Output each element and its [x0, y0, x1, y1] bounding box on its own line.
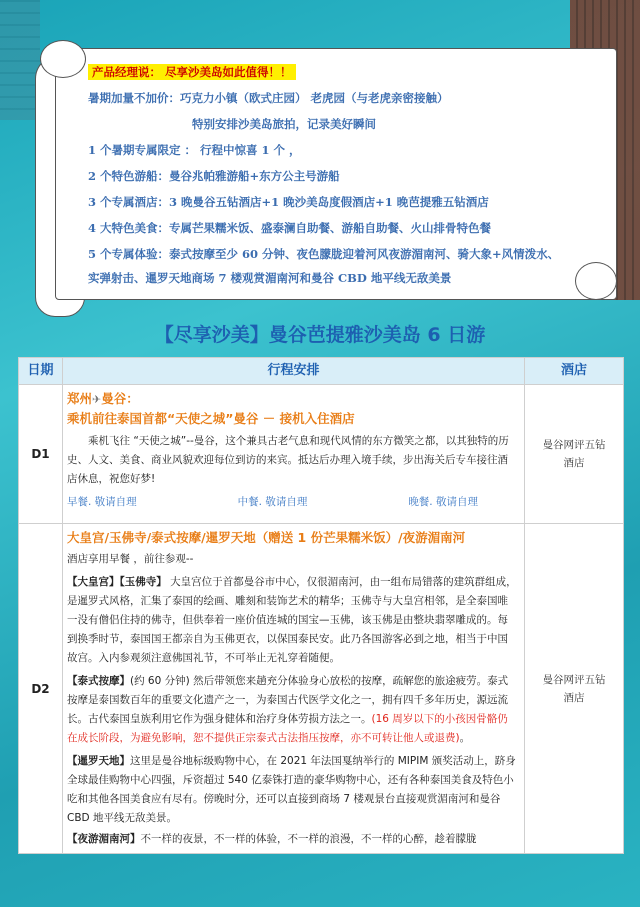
route: 郑州✈曼谷：: [67, 391, 139, 406]
schedule-cell: [63, 524, 525, 854]
header-day: 日期: [19, 358, 63, 385]
header-hotel: 酒店: [525, 358, 624, 385]
plane-icon: ✈: [92, 393, 102, 406]
paragraph-massage: 【泰式按摩】(约 60 分钟) 然后带领您来趟充分体验身心放松的按摩，疏解您的旅途疲劳。泰式按摩是泰国数百年的重要文化遗产之一，为泰国古代医学文化之一，拥有四千多年历史，源远流长。古代泰国皇族利用它作为强身健体和治疗身体劳损方法之一。(16 周岁以下的小孩因骨骼仍在成长阶段，为避免影响，恕不提供正宗泰式古法指压按摩，亦不可转让他人或退费)。: [67, 675, 509, 744]
hotel-cell: 曼谷网评五钻 酒店: [525, 524, 624, 854]
hotel-cell: 曼谷网评五钻 酒店: [525, 385, 624, 524]
highlight-5-cont: 实弹射击、暹罗天地商场 7 楼观赏湄南河和曼谷 CBD 地平线无敌美景: [88, 271, 452, 285]
day-description: 乘机飞往 “天使之城”--曼谷，这个兼具古老气息和现代风情的东方微笑之都，以其独特的历史、人文、美食、商业风貌欢迎每位到访的来宾。抵达后办理入境手续，步出海关后专车接往酒店休息，祝您好梦!: [67, 435, 509, 485]
itinerary-table: [18, 357, 624, 854]
meal-dinner: 晚餐. 敬请自理: [408, 496, 478, 508]
table-header-row: [19, 358, 624, 385]
meals: [67, 493, 518, 512]
day-intro: 酒店享用早餐 ，前往参观--: [67, 553, 194, 565]
highlight-4: 4 大特色美食：专属芒果糯米饭、盛泰澜自助餐、游船自助餐、火山排骨特色餐: [88, 221, 492, 235]
summer-offer: 暑期加量不加价：巧克力小镇（欧式庄园） 老虎园（与老虎亲密接触）: [88, 91, 449, 105]
highlight-1: 1 个暑期专属限定 ： 行程中惊喜 1 个 ，: [88, 143, 301, 157]
day-heading: 乘机前往泰国首都“天使之城”曼谷 － 接机入住酒店: [67, 411, 355, 426]
meal-lunch: 中餐. 敬请自理: [237, 496, 308, 508]
scroll-roll-bottom: [575, 262, 617, 300]
highlight-5: 5 个专属体验：泰式按摩至少 60 分钟、夜色朦胧迎着河风夜游湄南河、骑大象+风情泼水、: [88, 247, 560, 261]
tour-title: 【尽享沙美】曼谷芭提雅沙美岛 6 日游: [154, 324, 486, 346]
highlight-2: 2 个特色游船：曼谷兆帕雅游船+东方公主号游船: [88, 169, 340, 183]
background-pool-edge: [0, 0, 40, 120]
day-heading: 大皇宫/玉佛寺/泰式按摩/暹罗天地（赠送 1 份芒果糯米饭）/夜游湄南河: [67, 530, 466, 545]
paragraph-siam: 【暹罗天地】这里是曼谷地标级购物中心，在 2021 年法国戛纳举行的 MIPIM 颁奖活动上，跻身全球最佳购物中心四强，斥资超过 540 亿泰铢打造的豪华购物中心，还有各种泰国美食及特色小吃和其他各国美食应有尽有。傍晚时分，还可以直接到商场 7 楼观景台直接观赏湄南河和曼谷 CBD 地平线无敌美景。: [67, 755, 516, 824]
photo-shoot: 特别安排沙美岛旅拍，记录美好瞬间: [192, 117, 376, 131]
scroll-roll-top: [40, 40, 86, 78]
schedule-cell: [63, 385, 525, 524]
paragraph-palace: 【大皇宫】【玉佛寺】 大皇宫位于首都曼谷市中心，仅很湄南河，由一组布局错落的建筑群组成，是暹罗式风格，汇集了泰国的绘画、雕刻和装饰艺术的精华；玉佛寺与大皇宫相邻，是全泰国唯一没有僧侣住持的佛寺，但供奉着一座价值连城的国宝—玉佛，该玉佛是由整块翡翠雕成的。每到换季时节，泰国国王都亲自为玉佛更衣，以保国泰民安。此乃各国游客必到之地，相当于中国故宫。入内参观须注意佛国礼节，不可举止无礼穿着随便。: [67, 576, 517, 664]
table-row-d1: [19, 385, 624, 524]
header-schedule: 行程安排: [63, 358, 525, 385]
meal-breakfast: 早餐. 敬请自理: [67, 496, 137, 508]
manager-says: 产品经理说： 尽享沙美岛如此值得！！: [88, 64, 296, 80]
day-label: D1: [19, 385, 63, 524]
day-label: D2: [19, 524, 63, 854]
highlight-3: 3 个专属酒店：3 晚曼谷五钻酒店+1 晚沙美岛度假酒店+1 晚芭提雅五钻酒店: [88, 195, 489, 209]
paragraph-river: 【夜游湄南河】不一样的夜景，不一样的体验，不一样的浪漫，不一样的心醉，趁着朦胧: [67, 833, 477, 845]
table-row-d2: [19, 524, 624, 854]
